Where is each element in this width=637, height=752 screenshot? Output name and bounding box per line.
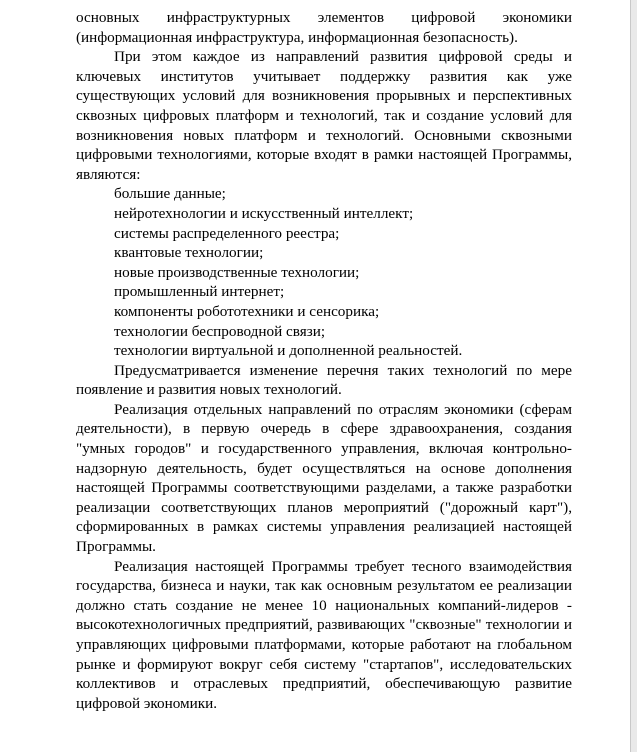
- list-item: новые производственные технологии;: [114, 263, 360, 281]
- paragraph-program-cooperation: Реализация настоящей Программы требует тесного взаимодействия государства, бизнеса и науки, так как основным результатом ее реализации должно стать создание не менее 10 национальных компаний-лидеров - высокотехнологичных предприятий, развивающих "сквозные" технологии и управляющих цифровыми платформами, которые работают на глобальном рынке и формируют вокруг себя систему "стартапов", исследовательских коллективов и отраслевых предприятий, обеспечивающую развитие цифровой экономики.: [76, 557, 572, 712]
- list-item: технологии беспроводной связи;: [114, 322, 326, 340]
- technologies-list: [76, 184, 572, 360]
- paragraph-continuation: основных инфраструктурных элементов цифровой экономики (информационная инфраструктура, информационная безопасность).: [76, 9, 572, 46]
- list-item: промышленный интернет;: [114, 283, 285, 301]
- list-item: системы распределенного реестра;: [114, 224, 340, 242]
- list-item: технологии виртуальной и дополненной реальностей.: [114, 342, 463, 360]
- list-item: большие данные;: [114, 185, 226, 203]
- list-item: квантовые технологии;: [114, 244, 264, 262]
- list-item: компоненты робототехники и сенсорика;: [114, 302, 380, 320]
- paragraph-sector-implementation: Реализация отдельных направлений по отраслям экономики (сферам деятельности), в первую очередь в сфере здравоохранения, создания "умных городов" и государственного управления, включая контрольно-надзорную деятельность, будет осуществляться на основе дополнения настоящей Программы соответствующими разделами, а также разработки реализации соответствующих планов мероприятий ("дорожный карт"), сформированных в рамках системы управления реализацией настоящей Программы.: [76, 400, 572, 556]
- list-item: нейротехнологии и искусственный интеллект;: [114, 204, 414, 222]
- paragraph-directions: При этом каждое из направлений развития цифровой среды и ключевых институтов учитывает поддержку развития как уже существующих условий для возникновения прорывных и перспективных сквозных цифровых платформ и технологий, так и создание условий для возникновения новых платформ и технологий. Основными сквозными цифровыми технологиями, которые входят в рамки настоящей Программы, являются:: [76, 48, 572, 183]
- paragraph-technology-changes: Предусматривается изменение перечня таких технологий по мере появление и развития новых технологий.: [76, 361, 572, 399]
